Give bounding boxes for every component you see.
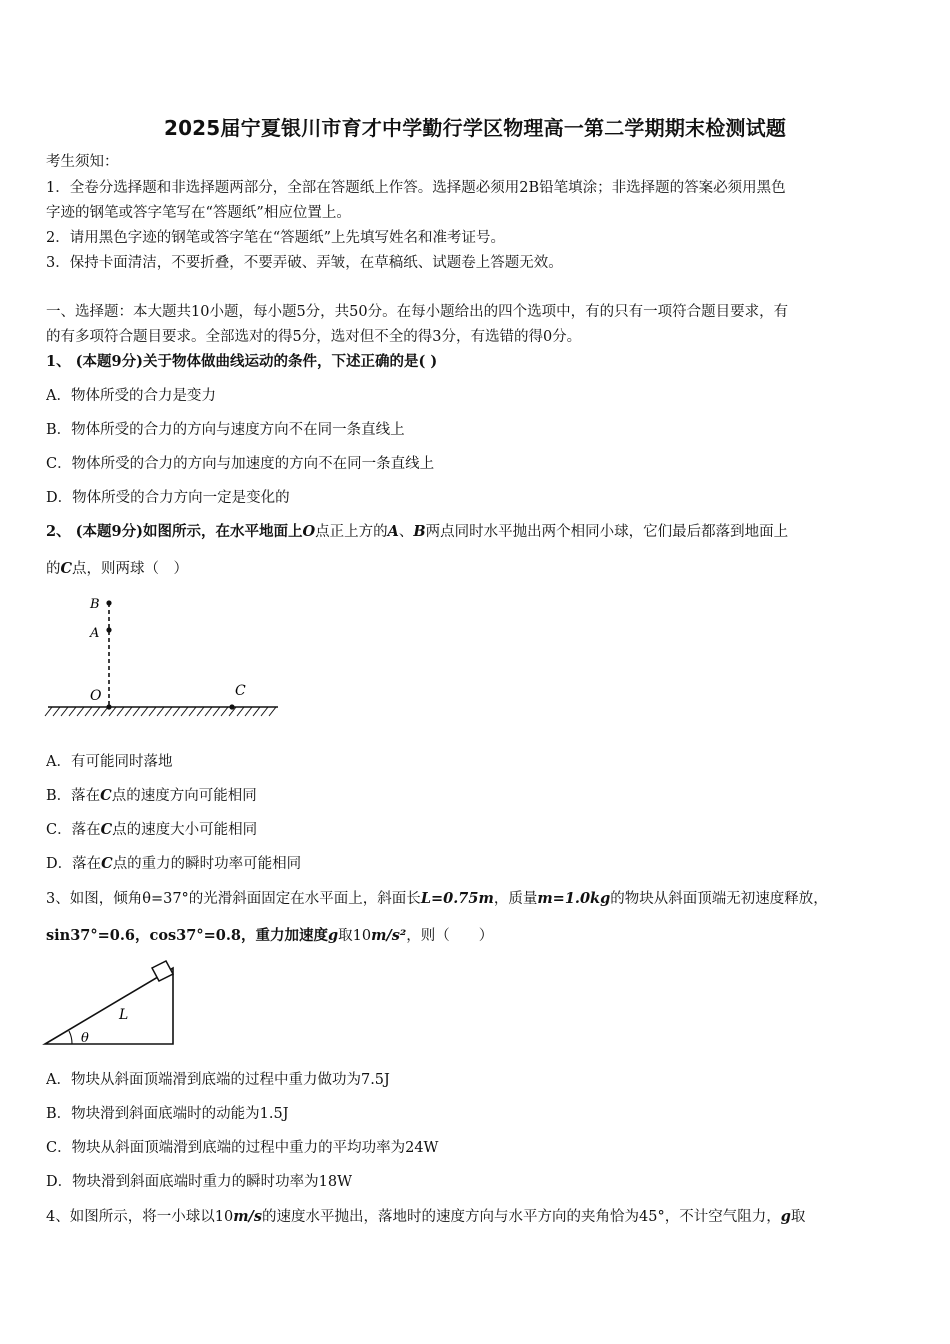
stem-text: 的速度水平抛出，落地时的速度方向与水平方向的夹角恰为45°，不计空气阻力，: [262, 1209, 781, 1225]
stem-text: 取10: [338, 928, 372, 944]
var-a: A: [387, 523, 399, 540]
var-length: L=0.75m: [420, 890, 494, 907]
stem-text: 3、如图，倾角θ=37°的光滑斜面固定在水平面上，斜面长: [46, 891, 421, 907]
section-heading: 一、选择题：本大题共10小题，每小题5分，共50分。在每小题给出的四个选项中，有的只有一项符合题目要求，有: [46, 304, 789, 320]
hatch-mark: [53, 707, 60, 716]
point-a: [106, 627, 111, 632]
section-heading-cont: 的有多项符合题目要求。全部选对的得5分，选对但不全的得3分，有选错的得0分。: [46, 329, 582, 345]
hatch-mark: [253, 707, 260, 716]
hatch-mark: [165, 707, 172, 716]
question-3-option-a: A．物块从斜面顶端滑到底端的过程中重力做功为7.5J: [46, 1072, 390, 1088]
stem-text: 点，则两球（ ）: [72, 561, 189, 577]
question-2-option-b: [46, 786, 908, 806]
question-3-option-d: D．物块滑到斜面底端时重力的瞬时功率为18W: [46, 1174, 352, 1190]
hatch-mark: [61, 707, 68, 716]
incline-figure: [40, 955, 185, 1050]
question-2-option-a: [46, 752, 908, 772]
question-3-stem-cont: [46, 926, 908, 946]
unit-text: m/s²: [371, 927, 407, 944]
question-1-option-b: B．物体所受的合力的方向与速度方向不在同一条直线上: [46, 422, 405, 438]
hatch-mark: [221, 707, 228, 716]
var-c: C: [60, 560, 73, 577]
question-2-stem: [46, 522, 908, 542]
label-a: A: [90, 626, 100, 641]
var-g: g: [780, 1208, 791, 1225]
stem-text: 点正上方的: [315, 524, 388, 540]
hatch-mark: [45, 707, 52, 716]
hatch-mark: [197, 707, 204, 716]
hatch-mark: [69, 707, 76, 716]
question-2-option-d: [46, 854, 908, 874]
angle-arc: [69, 1031, 72, 1044]
hatch-mark: [189, 707, 196, 716]
hatch-mark: [245, 707, 252, 716]
hatch-mark: [213, 707, 220, 716]
hatch-mark: [237, 707, 244, 716]
var-o: O: [302, 523, 316, 540]
hatch-mark: [205, 707, 212, 716]
question-3-stem: [46, 889, 908, 909]
hatch-mark: [93, 707, 100, 716]
unit-text: m/s: [233, 1208, 262, 1225]
hatch-mark: [77, 707, 84, 716]
var-c: C: [101, 855, 113, 872]
question-1-option-a: A．物体所受的合力是变力: [46, 388, 216, 404]
stem-text: 4、如图所示，将一小球以10: [46, 1209, 234, 1225]
option-text: B．落在: [46, 788, 101, 804]
incline-triangle: [45, 968, 173, 1044]
stem-text: 、: [398, 524, 414, 540]
question-1-option-d: D．物体所受的合力方向一定是变化的: [46, 490, 290, 506]
page-title: 2025届宁夏银川市育才中学勤行学区物理高一第二学期期末检测试题: [163, 116, 787, 140]
var-c: C: [100, 821, 113, 838]
stem-text: 两点同时水平抛出两个相同小球，它们最后都落到地面上: [425, 524, 789, 540]
var-g: g: [328, 927, 339, 944]
hatch-mark: [269, 707, 276, 716]
stem-text: ，则（ ）: [406, 928, 494, 944]
label-c: C: [235, 683, 246, 699]
stem-text: sin37°=0.6，cos37°=0.8，重力加速度: [46, 927, 328, 944]
projectile-figure: [40, 590, 290, 725]
hatch-mark: [141, 707, 148, 716]
hatch-mark: [133, 707, 140, 716]
option-text: C．落在: [46, 822, 101, 838]
hatch-mark: [261, 707, 268, 716]
hatch-mark: [149, 707, 156, 716]
option-text: 点的重力的瞬时功率可能相同: [112, 856, 302, 872]
option-text: 点的速度方向可能相同: [111, 788, 257, 804]
stem-text: 取: [790, 1209, 806, 1225]
label-theta: θ: [81, 1031, 89, 1046]
hatch-mark: [101, 707, 108, 716]
hatch-mark: [181, 707, 188, 716]
stem-text: 2、 (本题9分)如图所示，在水平地面上: [46, 523, 303, 540]
notice-item: 2．请用黑色字迹的钢笔或答字笔在“答题纸”上先填写姓名和准考证号。: [46, 230, 506, 246]
option-text: 点的速度大小可能相同: [112, 822, 258, 838]
stem-text: 的物块从斜面顶端无初速度释放，: [610, 891, 828, 907]
var-b: B: [413, 523, 426, 540]
question-2-stem-cont: [46, 559, 908, 579]
point-b: [106, 600, 111, 605]
var-mass: m=1.0kg: [537, 890, 611, 907]
question-1-stem: 1、 (本题9分)关于物体做曲线运动的条件，下述正确的是( ): [46, 353, 438, 370]
notice-item: 1．全卷分选择题和非选择题两部分，全部在答题纸上作答。选择题必须用2B铅笔填涂；非选择题的答案必须用黑色: [46, 180, 786, 196]
notice-item: 3．保持卡面清洁，不要折叠，不要弄破、弄皱，在草稿纸、试题卷上答题无效。: [46, 255, 563, 271]
var-c: C: [100, 787, 112, 804]
option-text: D．落在: [46, 856, 102, 872]
hatch-mark: [157, 707, 164, 716]
question-4-stem: [46, 1207, 908, 1227]
hatch-mark: [125, 707, 132, 716]
hatch-mark: [173, 707, 180, 716]
question-2-option-c: [46, 820, 908, 840]
notice-heading: 考生须知：: [46, 154, 119, 170]
label-b: B: [90, 597, 100, 612]
question-1-option-c: C．物体所受的合力的方向与加速度的方向不在同一条直线上: [46, 456, 435, 472]
notice-item: 字迹的钢笔或答字笔写在“答题纸”相应位置上。: [46, 205, 351, 221]
label-l: L: [119, 1007, 129, 1023]
ground-hatching: [45, 707, 276, 716]
label-o: O: [90, 688, 102, 704]
question-3-option-c: C．物块从斜面顶端滑到底端的过程中重力的平均功率为24W: [46, 1140, 439, 1156]
option-text: A．有可能同时落地: [46, 754, 173, 770]
stem-text: 的: [46, 561, 61, 577]
stem-text: ，质量: [493, 891, 538, 907]
hatch-mark: [117, 707, 124, 716]
question-3-option-b: B．物块滑到斜面底端时的动能为1.5J: [46, 1106, 289, 1122]
hatch-mark: [85, 707, 92, 716]
